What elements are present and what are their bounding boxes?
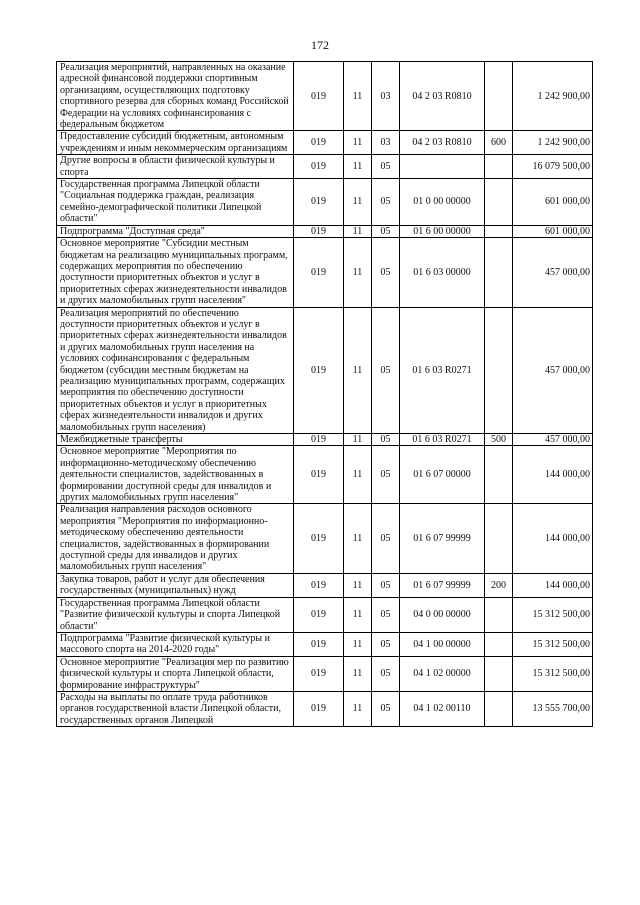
- subsection-code-cell: 03: [372, 131, 400, 155]
- ministry-code-cell: 019: [294, 307, 344, 433]
- expense-type-cell: [485, 632, 513, 656]
- target-article-cell: 04 1 00 00000: [400, 632, 485, 656]
- amount-cell: 15 312 500,00: [513, 632, 593, 656]
- amount-cell: 457 000,00: [513, 307, 593, 433]
- subsection-code-cell: 05: [372, 238, 400, 307]
- row-name-cell: Расходы на выплаты по оплате труда работников органов государственной власти Липецкой области, государственных органов Липецкой: [57, 691, 294, 726]
- section-code-cell: 11: [344, 632, 372, 656]
- subsection-code-cell: 05: [372, 307, 400, 433]
- row-name-cell: Предоставление субсидий бюджетным, автономным учреждениям и иным некоммерческим организациям: [57, 131, 294, 155]
- expense-type-cell: [485, 446, 513, 504]
- ministry-code-cell: 019: [294, 434, 344, 446]
- ministry-code-cell: 019: [294, 155, 344, 179]
- table-row: [57, 62, 593, 131]
- target-article-cell: 01 6 03 R0271: [400, 434, 485, 446]
- subsection-code-cell: 03: [372, 62, 400, 131]
- amount-cell: 144 000,00: [513, 504, 593, 573]
- target-article-cell: 04 0 00 00000: [400, 597, 485, 632]
- subsection-code-cell: 05: [372, 573, 400, 597]
- target-article-cell: 01 6 00 00000: [400, 225, 485, 237]
- table-row: [57, 155, 593, 179]
- subsection-code-cell: 05: [372, 504, 400, 573]
- target-article-cell: [400, 155, 485, 179]
- budget-table-body: [57, 62, 593, 727]
- section-code-cell: 11: [344, 446, 372, 504]
- row-name-cell: Другие вопросы в области физической культуры и спорта: [57, 155, 294, 179]
- target-article-cell: 01 6 07 99999: [400, 573, 485, 597]
- table-row: [57, 307, 593, 433]
- subsection-code-cell: 05: [372, 434, 400, 446]
- expense-type-cell: [485, 225, 513, 237]
- ministry-code-cell: 019: [294, 656, 344, 691]
- target-article-cell: 04 1 02 00000: [400, 656, 485, 691]
- expense-type-cell: [485, 155, 513, 179]
- subsection-code-cell: 05: [372, 656, 400, 691]
- expense-type-cell: [485, 691, 513, 726]
- amount-cell: 15 312 500,00: [513, 656, 593, 691]
- expense-type-cell: [485, 62, 513, 131]
- subsection-code-cell: 05: [372, 691, 400, 726]
- amount-cell: 1 242 900,00: [513, 131, 593, 155]
- page-number: 172: [311, 38, 329, 52]
- expense-type-cell: [485, 307, 513, 433]
- section-code-cell: 11: [344, 225, 372, 237]
- section-code-cell: 11: [344, 155, 372, 179]
- section-code-cell: 11: [344, 131, 372, 155]
- row-name-cell: Основное мероприятие "Мероприятия по информационно-методическому обеспечению деятельности специалистов, задействованных в формировании доступной среды для инвалидов и других маломобильных групп населения": [57, 446, 294, 504]
- amount-cell: 457 000,00: [513, 434, 593, 446]
- table-row: [57, 656, 593, 691]
- ministry-code-cell: 019: [294, 238, 344, 307]
- target-article-cell: 04 2 03 R0810: [400, 62, 485, 131]
- table-row: [57, 691, 593, 726]
- amount-cell: 144 000,00: [513, 573, 593, 597]
- expense-type-cell: [485, 504, 513, 573]
- table-row: [57, 597, 593, 632]
- ministry-code-cell: 019: [294, 225, 344, 237]
- target-article-cell: 04 1 02 00110: [400, 691, 485, 726]
- row-name-cell: Межбюджетные трансферты: [57, 434, 294, 446]
- amount-cell: 601 000,00: [513, 225, 593, 237]
- section-code-cell: 11: [344, 179, 372, 226]
- section-code-cell: 11: [344, 691, 372, 726]
- subsection-code-cell: 05: [372, 446, 400, 504]
- expense-type-cell: 200: [485, 573, 513, 597]
- subsection-code-cell: 05: [372, 155, 400, 179]
- amount-cell: 601 000,00: [513, 179, 593, 226]
- row-name-cell: Реализация направления расходов основного мероприятия "Мероприятия по информационно-методическому обеспечению деятельности специалистов, задействованных в формировании доступной среды для инвалидов и других маломобильных групп населения": [57, 504, 294, 573]
- table-row: [57, 446, 593, 504]
- subsection-code-cell: 05: [372, 597, 400, 632]
- ministry-code-cell: 019: [294, 597, 344, 632]
- ministry-code-cell: 019: [294, 573, 344, 597]
- section-code-cell: 11: [344, 656, 372, 691]
- row-name-cell: Подпрограмма "Развитие физической культуры и массового спорта на 2014-2020 годы": [57, 632, 294, 656]
- subsection-code-cell: 05: [372, 225, 400, 237]
- target-article-cell: 01 0 00 00000: [400, 179, 485, 226]
- table-row: [57, 238, 593, 307]
- subsection-code-cell: 05: [372, 632, 400, 656]
- section-code-cell: 11: [344, 504, 372, 573]
- row-name-cell: Реализация мероприятий, направленных на оказание адресной финансовой поддержки спортивным организациям, осуществляющих подготовку спортивного резерва для сборных команд Российской Федерации на условиях софинансирования с федеральным бюджетом: [57, 62, 294, 131]
- table-row: [57, 573, 593, 597]
- amount-cell: 15 312 500,00: [513, 597, 593, 632]
- expense-type-cell: [485, 597, 513, 632]
- target-article-cell: 04 2 03 R0810: [400, 131, 485, 155]
- target-article-cell: 01 6 03 00000: [400, 238, 485, 307]
- table-row: [57, 632, 593, 656]
- row-name-cell: Закупка товаров, работ и услуг для обеспечения государственных (муниципальных) нужд: [57, 573, 294, 597]
- amount-cell: 144 000,00: [513, 446, 593, 504]
- expense-type-cell: 500: [485, 434, 513, 446]
- expense-type-cell: [485, 179, 513, 226]
- ministry-code-cell: 019: [294, 446, 344, 504]
- row-name-cell: Основное мероприятие "Субсидии местным бюджетам на реализацию муниципальных программ, содержащих мероприятия по обеспечению доступности приоритетных объектов и услуг в приоритетных сферах жизнедеятельности инвалидов и других маломобильных групп населения": [57, 238, 294, 307]
- expense-type-cell: [485, 656, 513, 691]
- ministry-code-cell: 019: [294, 691, 344, 726]
- target-article-cell: 01 6 07 00000: [400, 446, 485, 504]
- amount-cell: 457 000,00: [513, 238, 593, 307]
- table-row: [57, 434, 593, 446]
- row-name-cell: Государственная программа Липецкой области "Социальная поддержка граждан, реализация семейно-демографической политики Липецкой области": [57, 179, 294, 226]
- section-code-cell: 11: [344, 238, 372, 307]
- section-code-cell: 11: [344, 597, 372, 632]
- expense-type-cell: 600: [485, 131, 513, 155]
- budget-table: [56, 61, 593, 727]
- table-row: [57, 179, 593, 226]
- target-article-cell: 01 6 07 99999: [400, 504, 485, 573]
- amount-cell: 16 079 500,00: [513, 155, 593, 179]
- subsection-code-cell: 05: [372, 179, 400, 226]
- amount-cell: 13 555 700,00: [513, 691, 593, 726]
- section-code-cell: 11: [344, 62, 372, 131]
- expense-type-cell: [485, 238, 513, 307]
- table-row: [57, 225, 593, 237]
- section-code-cell: 11: [344, 434, 372, 446]
- table-row: [57, 131, 593, 155]
- section-code-cell: 11: [344, 573, 372, 597]
- table-row: [57, 504, 593, 573]
- ministry-code-cell: 019: [294, 62, 344, 131]
- ministry-code-cell: 019: [294, 179, 344, 226]
- amount-cell: 1 242 900,00: [513, 62, 593, 131]
- row-name-cell: Основное мероприятие "Реализация мер по развитию физической культуры и спорта Липецкой области, формирование инфраструктуры": [57, 656, 294, 691]
- row-name-cell: Реализация мероприятий по обеспечению доступности приоритетных объектов и услуг в приоритетных сферах жизнедеятельности инвалидов и других маломобильных групп населения на условиях софинансирования с федеральным бюджетом (субсидии местным бюджетам на реализацию муниципальных программ, содержащих мероприятия по обеспечению доступности приоритетных объектов и услуг в приоритетных сферах жизнедеятельности инвалидов и других маломобильных групп населения): [57, 307, 294, 433]
- row-name-cell: Государственная программа Липецкой области "Развитие физической культуры и спорта Липецкой области": [57, 597, 294, 632]
- target-article-cell: 01 6 03 R0271: [400, 307, 485, 433]
- ministry-code-cell: 019: [294, 632, 344, 656]
- section-code-cell: 11: [344, 307, 372, 433]
- ministry-code-cell: 019: [294, 504, 344, 573]
- ministry-code-cell: 019: [294, 131, 344, 155]
- row-name-cell: Подпрограмма "Доступная среда": [57, 225, 294, 237]
